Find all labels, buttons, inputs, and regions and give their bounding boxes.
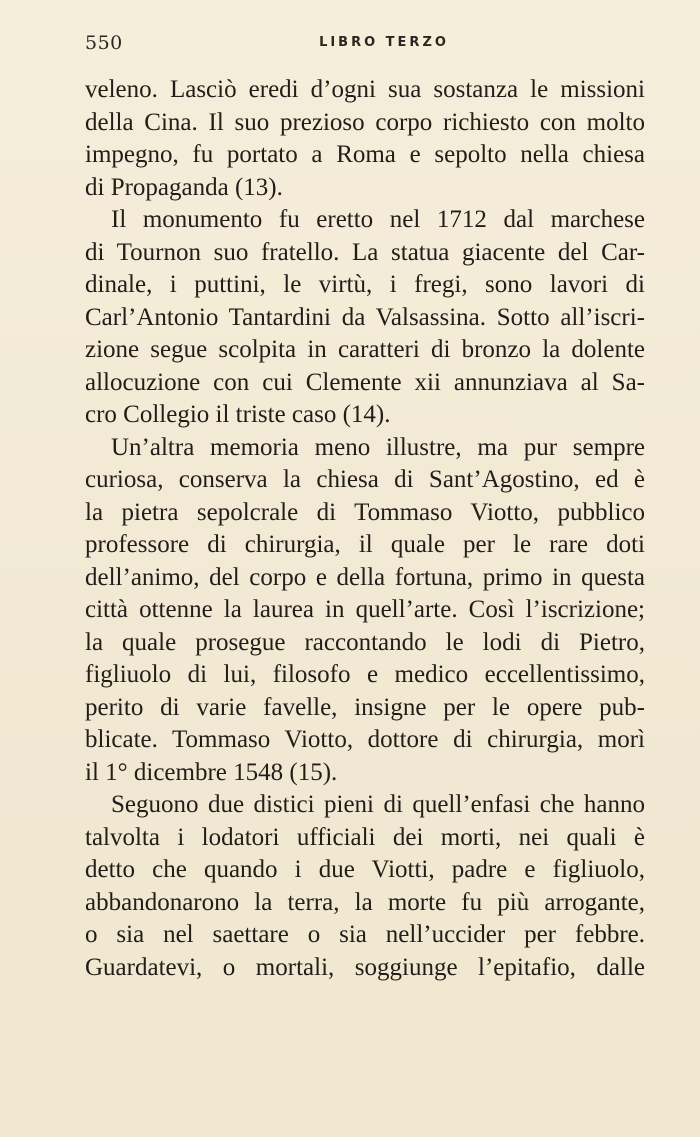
text-line: il 1° dicembre 1548 (15). <box>85 758 338 786</box>
text-line: Seguono due distici pieni di quell’enfasi che hanno <box>111 791 645 818</box>
text-line: talvolta i lodatori ufficiali dei morti, nei quali è <box>85 823 645 851</box>
text-line: veleno. Lasciò eredi d’ogni sua sostanza le missioni <box>85 76 645 103</box>
text-line: perito di varie favelle, insigne per le opere pub- <box>85 693 645 721</box>
text-line: Guardatevi, o mortali, soggiunge l’epitafio, dalle <box>85 953 645 981</box>
text-line: Un’altra memoria meno illustre, ma pur sempre <box>111 433 645 461</box>
text-line: dell’animo, del corpo e della fortuna, primo in questa <box>85 563 645 591</box>
text-line: dinale, i puttini, le virtù, i fregi, sono lavori di <box>85 271 645 298</box>
text-line: di Tournon suo fratello. La statua giacente del Car- <box>85 238 645 266</box>
text-line: della Cina. Il suo prezioso corpo richiesto con molto <box>85 108 645 136</box>
text-line: detto che quando i due Viotti, padre e figliuolo, <box>85 856 645 883</box>
page-number: 550 <box>85 32 123 54</box>
text-line: la pietra sepolcrale di Tommaso Viotto, pubblico <box>85 498 645 526</box>
text-line: figliuolo di lui, filosofo e medico eccellentissimo, <box>85 661 645 688</box>
running-title: LIBRO TERZO <box>319 35 449 50</box>
text-line: di Propaganda (13). <box>85 173 283 201</box>
text-line: cro Collegio il triste caso (14). <box>85 401 391 428</box>
text-line: abbandonarono la terra, la morte fu più arrogante, <box>85 888 645 916</box>
body-text <box>85 74 645 984</box>
text-line: professore di chirurgia, il quale per le rare doti <box>85 531 645 558</box>
text-line: Carl’Antonio Tantardini da Valsassina. Sotto all’iscri- <box>85 303 645 331</box>
text-line: Il monumento fu eretto nel 1712 dal marchese <box>111 206 645 233</box>
text-line: o sia nel saettare o sia nell’uccider per febbre. <box>85 921 645 948</box>
text-line: città ottenne la laurea in quell’arte. Così l’iscrizione; <box>85 596 645 623</box>
text-line: la quale prosegue raccontando le lodi di Pietro, <box>85 628 645 656</box>
text-line: allocuzione con cui Clemente xii annunziava al Sa- <box>85 368 645 396</box>
text-line: impegno, fu portato a Roma e sepolto nella chiesa <box>85 141 645 168</box>
text-line: blicate. Tommaso Viotto, dottore di chirurgia, morì <box>85 726 645 753</box>
text-line: zione segue scolpita in caratteri di bronzo la dolente <box>85 336 645 363</box>
text-line: curiosa, conserva la chiesa di Sant’Agostino, ed è <box>85 466 645 493</box>
running-head <box>85 32 643 56</box>
